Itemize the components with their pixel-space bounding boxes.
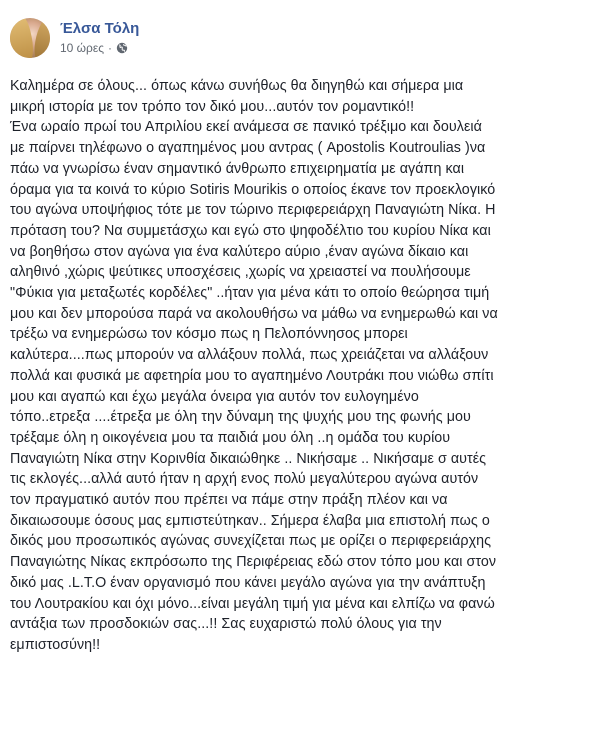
post-text-line: του Λουτρακίου και όχι μόνο...είναι μεγάλη τιμή για μένα και ελπίζω να φανώ [10, 595, 495, 612]
post-timestamp[interactable]: 10 ώρες [60, 41, 105, 55]
post-text-line: του αγώνα υποψήφιος τότε με τον τώρινο περιφερειάρχη Παναγιώτη Νίκα. Η [10, 202, 496, 219]
post-text-line: να βοηθήσω στον αγώνα για ένα καλύτερο αύριο ,έναν αγώνα δίκαιο και [10, 243, 469, 260]
author-name[interactable]: Έλσα Τόλη [60, 20, 140, 37]
post-header [10, 14, 139, 62]
post-text-line: καλύτερα....πως μπορούν να αλλάξουν πολλά, πως χρειάζεται να αλλάξουν [10, 347, 489, 364]
separator-dot: · [108, 41, 113, 55]
post-subline [60, 39, 139, 57]
post-text-line: τρέξω να ενημερώσω τον κόσμο πως η Πελοπόννησος μπορει [10, 326, 408, 343]
post-text-line: δικό μας .L.T.O έναν οργανισμό που κάνει μεγάλο αγώνα για την ανάπτυξη [10, 574, 486, 591]
post-text-line: εμπιστοσύνη!! [10, 636, 101, 653]
post-text-line: πολλά και φυσικά με αφετηρία μου το αγαπημένο Λουτράκι που νιώθω σπίτι [10, 367, 494, 384]
post-text-line: με παίρνει τηλέφωνο ο αγαπημένος μου αντρας ( Apostolis Koutroulias )να [10, 140, 486, 157]
post-text-line: τις εκλογές...αλλά αυτό ήταν η αρχή ενος πολύ μεγαλύτερου αγώνα αυτόν [10, 471, 479, 488]
globe-icon[interactable] [116, 42, 128, 54]
post-text-line: δικός μου προσωπικός αγώνας συνεχίζεται πως με ορίζει ο περιφερειάρχης [10, 533, 492, 550]
post-text-line: Παναγιώτη Νίκα στην Κορινθία δικαιώθηκε .. Νικήσαμε .. Νικήσαμε σ αυτές [10, 450, 487, 467]
post-text-line: μου και δεν μπορούσα παρά να ακολουθήσω να μάθω να ενημερωθώ και να [10, 305, 498, 322]
post-text-line: τόπο..ετρεξα ....έτρεξα με όλη την δύναμη της ψυχής μου της φωνής μου [10, 409, 471, 426]
post-text-line: τρέξαμε όλη η οικογένεια μου τα παιδιά μου όλη ..η ομάδα του κυρίου [10, 429, 451, 446]
post-text-line: Καλημέρα σε όλους... όπως κάνω συνήθως θα διηγηθώ και σήμερα μια [10, 78, 464, 94]
post-text-line: τον πραγματικό αυτόν που πρέπει να πάμε στην πράξη πλέον και να [10, 492, 448, 509]
post-text-line: αντάξια των προσδοκιών σας...!! Σας ευχαριστώ πολύ όλους για την [10, 616, 442, 633]
post-text-line: μικρή ιστορία με τον τρόπο τον δικό μου...αυτόν τον ρομαντικό!! [10, 98, 415, 115]
post-text-line: πρόταση του? Να συμμετάσχω και εγώ στο ψηφοδέλτιο του κυρίου Νίκα και [10, 222, 491, 239]
post-text-line: Παναγιώτης Νίκας εκπρόσωπο της Περιφέρειας εδώ στον τόπο μου και στον [10, 554, 497, 571]
post-text-line: αληθινό ,χώρις ψεύτικες υποσχέσεις ,χωρίς να χρειαστεί να πουλήσουμε [10, 264, 471, 281]
post-text-line: μου και αγαπώ και έχω μεγάλα όνειρα για αυτόν τον ευλογημένο [10, 388, 419, 405]
post-text-line: όραμα για τα κοινά το κύριο Sotiris Mourikis ο οποίος έκανε τον προεκλογικό [10, 181, 496, 198]
post-text-line: πάω να γνωρίσω έναν σημαντικό άνθρωπο επιχειρηματία με αγάπη και [10, 160, 465, 177]
post-text-line: δικαιωσουμε όσους μας εμπιστεύτηκαν.. Σήμερα έλαβα μια επιστολή πως ο [10, 512, 490, 529]
post-body-text [10, 76, 608, 656]
post-meta [60, 19, 139, 57]
avatar[interactable] [10, 18, 50, 58]
post-text-line: "Φύκια για μεταξωτές κορδέλες" ..ήταν για μένα κάτι το οποίο θεώρησα τιμή [10, 285, 490, 302]
post-text-line: Ένα ωραίο πρωί του Απριλίου εκεί ανάμεσα σε πανικό τρέξιμο και δουλειά [10, 119, 482, 136]
